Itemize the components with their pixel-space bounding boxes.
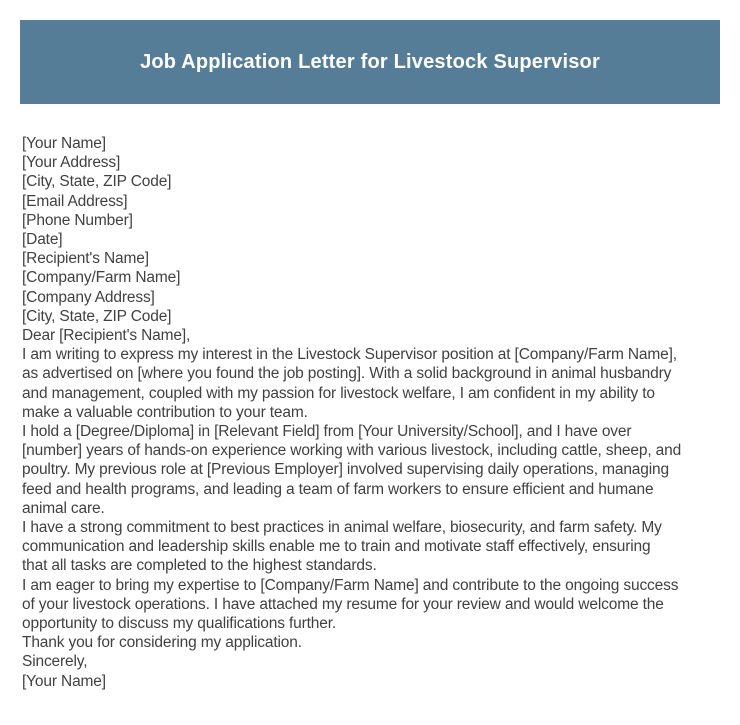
letter-line: and management, coupled with my passion for livestock welfare, I am confident in my ability to xyxy=(22,384,655,402)
letter-line: poultry. My previous role at [Previous Employer] involved supervising daily operations, managing xyxy=(22,461,669,479)
letter-line: that all tasks are completed to the highest standards. xyxy=(22,557,377,575)
letter-line: [Recipient's Name] xyxy=(22,250,149,268)
letter-line: opportunity to discuss my qualifications further. xyxy=(22,615,337,633)
letter-line: animal care. xyxy=(22,499,105,517)
letter-line: I am writing to express my interest in the Livestock Supervisor position at [Company/Farm Name], xyxy=(22,346,677,364)
letter-line: as advertised on [where you found the job posting]. With a solid background in animal husbandry xyxy=(22,365,672,383)
letter-line: [Date] xyxy=(22,231,63,249)
letter-line: [Your Name] xyxy=(22,672,106,690)
letter-body xyxy=(22,134,720,691)
letter-line: I have a strong commitment to best practices in animal welfare, biosecurity, and farm safety. My xyxy=(22,519,662,537)
letter-line: [Phone Number] xyxy=(22,211,133,229)
letter-line: [number] years of hands-on experience working with various livestock, including cattle, sheep, and xyxy=(22,442,682,460)
letter-line: [City, State, ZIP Code] xyxy=(22,307,172,325)
letter-line: [Email Address] xyxy=(22,192,128,210)
letter-line: [Company/Farm Name] xyxy=(22,269,181,287)
letter-line: [Your Address] xyxy=(22,154,121,172)
letter-line: of your livestock operations. I have attached my resume for your review and would welcome the xyxy=(22,595,664,613)
letter-line: Dear [Recipient's Name], xyxy=(22,327,191,345)
letter-line: I am eager to bring my expertise to [Company/Farm Name] and contribute to the ongoing success xyxy=(22,576,679,594)
title-banner xyxy=(20,20,720,104)
letter-line: [City, State, ZIP Code] xyxy=(22,173,172,191)
letter-line: I hold a [Degree/Diploma] in [Relevant Field] from [Your University/School], and I have over xyxy=(22,423,632,441)
letter-line: [Company Address] xyxy=(22,288,155,306)
page-title: Job Application Letter for Livestock Supervisor xyxy=(140,50,600,73)
letter-line: [Your Name] xyxy=(22,135,106,152)
letter-line: Thank you for considering my application. xyxy=(22,634,302,652)
letter-line: communication and leadership skills enable me to train and motivate staff effectively, ensuring xyxy=(22,538,651,556)
letter-line: feed and health programs, and leading a team of farm workers to ensure efficient and humane xyxy=(22,480,654,498)
letter-line: make a valuable contribution to your team. xyxy=(22,403,308,421)
letter-line: Sincerely, xyxy=(22,653,88,671)
